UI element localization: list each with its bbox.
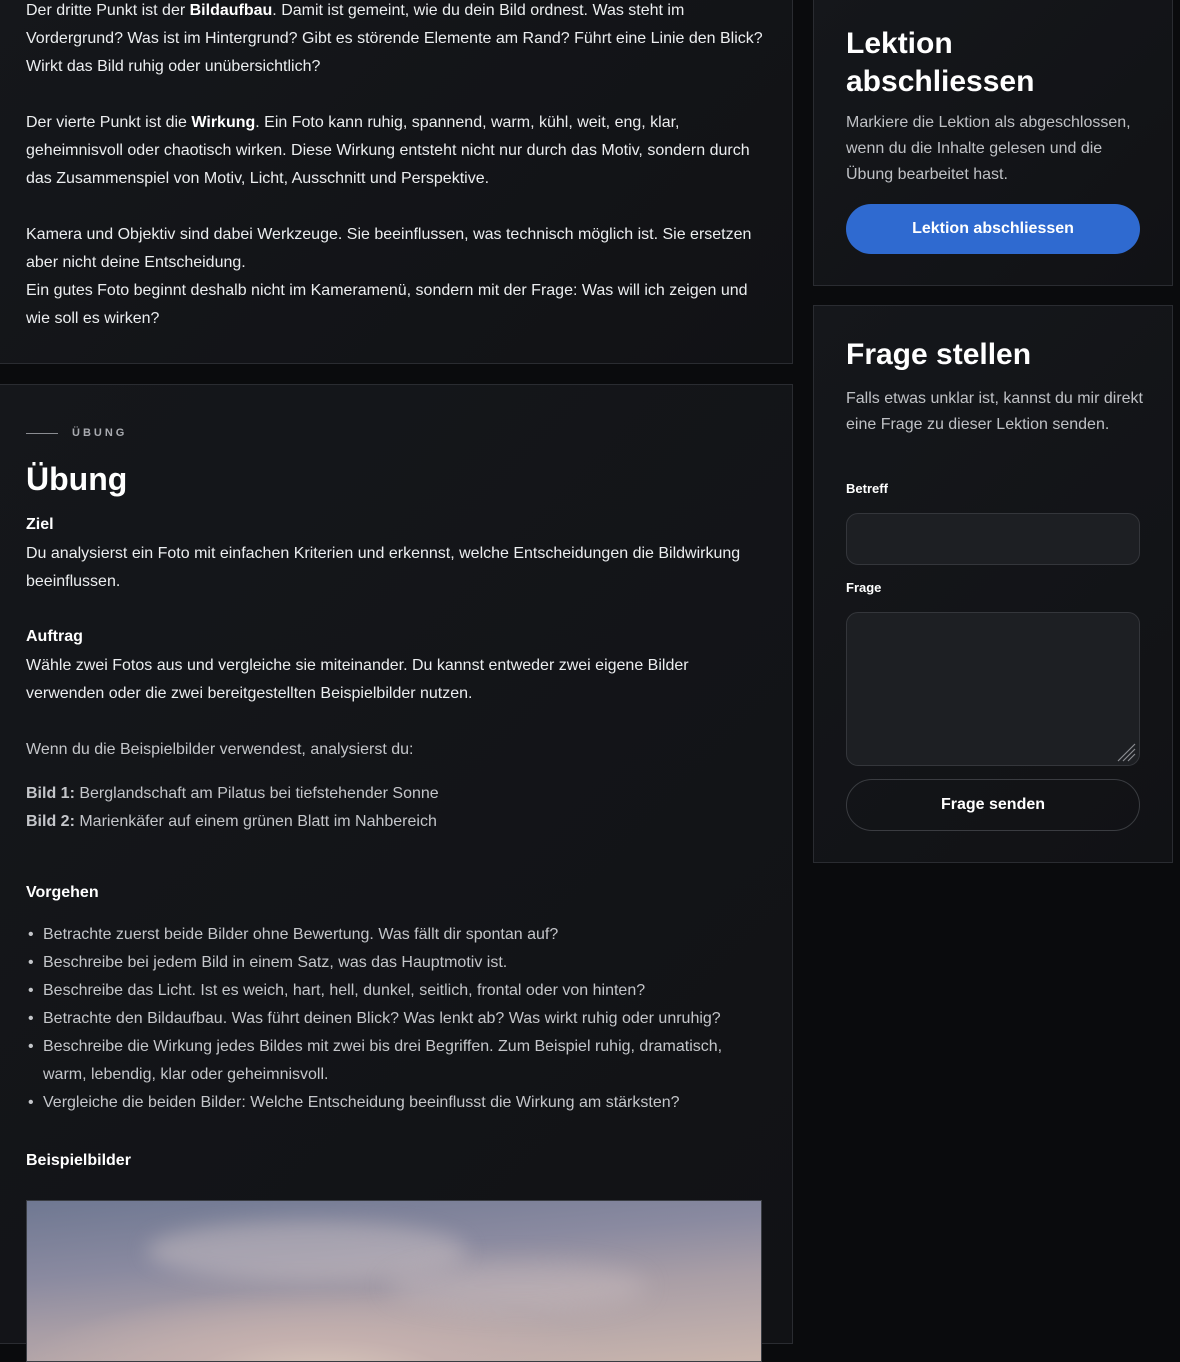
eyebrow-line	[26, 433, 58, 434]
paragraph-effect	[26, 109, 766, 193]
complete-lesson-card	[813, 0, 1173, 286]
emphasis-effect: Wirkung	[191, 114, 256, 131]
task-label: Auftrag	[26, 628, 83, 645]
goal-label: Ziel	[26, 516, 54, 533]
paragraph-question: Ein gutes Foto beginnt deshalb nicht im Kameramenü, sondern mit der Frage: Was will ich zeigen und wie soll es wirken?	[26, 282, 748, 327]
procedure-label: Vorgehen	[26, 884, 99, 901]
paragraph-text: . Damit ist gemeint, wie du dein Bild ordnest. Was steht im Vordergrund? Was ist im Hintergrund? Gibt es störende Elemente am Rand? Führt eine Linie den Blick? Wirkt das Bild ruhig oder unübersichtlich?	[26, 2, 763, 75]
paragraph-tools: Kamera und Objektiv sind dabei Werkzeuge. Sie beeinflussen, was technisch möglich ist. Sie ersetzen aber nicht deine Entscheidung.	[26, 226, 752, 271]
examples-intro: Wenn du die Beispielbilder verwendest, analysierst du:	[26, 741, 414, 758]
question-text: Falls etwas unklar ist, kannst du mir direkt eine Frage zu dieser Lektion senden.	[846, 390, 1143, 433]
list-item: • Betrachte zuerst beide Bilder ohne Bewertung. Was fällt dir spontan auf?	[26, 921, 766, 949]
example-image-2	[26, 808, 766, 836]
paragraph-text: . Ein Foto kann ruhig, spannend, warm, kühl, weit, eng, klar, geheimnisvoll oder chaotisch wirken. Diese Wirkung entsteht nicht nur durch das Motiv, sondern durch das Zusammenspiel von Motiv, Licht, Ausschnitt und Perspektive.	[26, 114, 750, 187]
question-title: Frage stellen	[846, 338, 1032, 371]
image2-label: Bild 2:	[26, 813, 75, 830]
examples-label: Beispielbilder	[26, 1152, 131, 1169]
list-item: • Beschreibe das Licht. Ist es weich, hart, hell, dunkel, seitlich, frontal oder von hinten?	[26, 977, 766, 1005]
paragraph-text: Der dritte Punkt ist der	[26, 2, 190, 19]
task-text: Wähle zwei Fotos aus und vergleiche sie miteinander. Du kannst entweder zwei eigene Bilder verwenden oder die zwei bereitgestellten Beispielbilder nutzen.	[26, 657, 689, 702]
list-item: • Vergleiche die beiden Bilder: Welche Entscheidung beeinflusst die Wirkung am stärksten?	[26, 1089, 766, 1117]
exercise-card	[0, 384, 793, 1344]
example-image-1	[26, 780, 766, 808]
image1-text: Berglandschaft am Pilatus bei tiefstehender Sonne	[74, 785, 439, 802]
eyebrow-label: ÜBUNG	[72, 427, 128, 439]
list-item: • Beschreibe die Wirkung jedes Bildes mit zwei bis drei Begriffen. Zum Beispiel ruhig, dramatisch, warm, lebendig, klar oder geheimnisvoll.	[26, 1033, 766, 1089]
example-photo-mountain	[26, 1200, 762, 1362]
section-eyebrow	[26, 427, 127, 439]
list-item: • Betrachte den Bildaufbau. Was führt deinen Blick? Was lenkt ab? Was wirkt ruhig oder unruhig?	[26, 1005, 766, 1033]
paragraph-text: Der vierte Punkt ist die	[26, 114, 192, 131]
complete-title: Lektion abschliessen	[846, 27, 1035, 98]
image1-label: Bild 1:	[26, 785, 75, 802]
goal-text: Du analysierst ein Foto mit einfachen Kriterien und erkennst, welche Entscheidungen die Bildwirkung beeinflussen.	[26, 545, 741, 590]
paragraph-composition	[26, 0, 766, 81]
send-question-button[interactable]: Frage senden	[846, 779, 1140, 831]
image2-text: Marienkäfer auf einem grünen Blatt im Nahbereich	[74, 813, 437, 830]
subject-label: Betreff	[846, 481, 888, 496]
list-item: • Beschreibe bei jedem Bild in einem Satz, was das Hauptmotiv ist.	[26, 949, 766, 977]
question-textarea[interactable]	[846, 612, 1140, 766]
ask-question-card	[813, 305, 1173, 863]
subject-input[interactable]	[846, 513, 1140, 565]
question-label: Frage	[846, 580, 882, 595]
emphasis-composition: Bildaufbau	[189, 2, 273, 19]
cloud-shape	[387, 1261, 647, 1311]
lesson-content-card	[0, 0, 793, 364]
procedure-list	[26, 921, 766, 1117]
resize-handle-icon[interactable]	[1114, 740, 1136, 762]
complete-text: Markiere die Lektion als abgeschlossen, wenn du die Inhalte gelesen und die Übung bearbeitet hast.	[846, 114, 1131, 183]
exercise-title: Übung	[26, 461, 128, 497]
complete-lesson-button[interactable]: Lektion abschliessen	[846, 204, 1140, 254]
